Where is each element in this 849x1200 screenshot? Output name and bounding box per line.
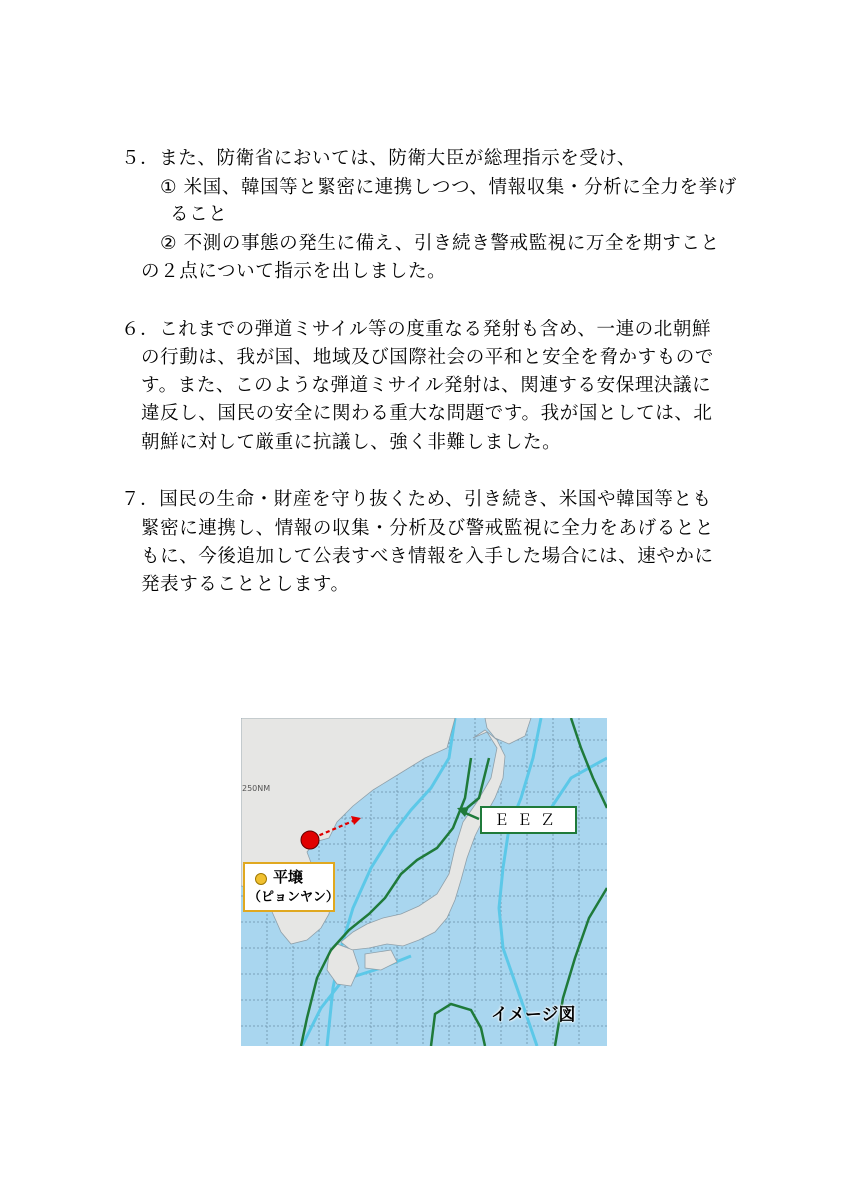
city-dot-icon [255,873,267,885]
p5-line-4: ② 不測の事態の発生に備え、引き続き警戒監視に万全を期すこと [160,233,720,254]
p6-line-4: 違反し、国民の安全に関わる重大な問題です。我が国としては、北 [141,403,713,424]
eez-label: ＥＥＺ [493,811,563,829]
p6-line-2: の行動は、我が国、地域及び国際社会の平和と安全を脅かすもので [141,347,715,368]
p6-line-3: す。また、このような弾道ミサイル発射は、関連する安保理決議に [141,375,712,396]
p7-line-3: もに、今後追加して公表すべき情報を入手した場合には、速やかに [141,546,714,567]
eez-map-figure [241,718,607,1046]
image-caption: イメージ図 [491,1005,576,1025]
pyongyang-label-box [243,862,339,912]
p6-line-1: ６．これまでの弾道ミサイル等の度重なる発射も含め、一連の北朝鮮 [121,319,712,340]
eez-label-box [480,806,577,834]
launch-site-marker [301,831,319,849]
p5-line-5: の２点について指示を出しました。 [141,261,447,282]
city-reading: （ピョンヤン） [248,890,339,905]
p5-line-1: ５．また、防衛省においては、防衛大臣が総理指示を受け、 [121,148,636,169]
p7-line-2: 緊密に連携し、情報の収集・分析及び警戒監視に全力をあげるとと [141,518,715,539]
range-label: 250NM [242,784,271,793]
p7-line-1: ７．国民の生命・財産を守り抜くため、引き続き、米国や韓国等とも [121,489,712,510]
p6-line-5: 朝鮮に対して厳重に抗議し、強く非難しました。 [141,432,562,453]
p7-line-4: 発表することとします。 [141,574,350,595]
p5-line-2: ① 米国、韓国等と緊密に連携しつつ、情報収集・分析に全力を挙げ [160,177,737,198]
p5-line-3: ること [170,204,228,225]
city-name: 平壌 [273,868,304,886]
